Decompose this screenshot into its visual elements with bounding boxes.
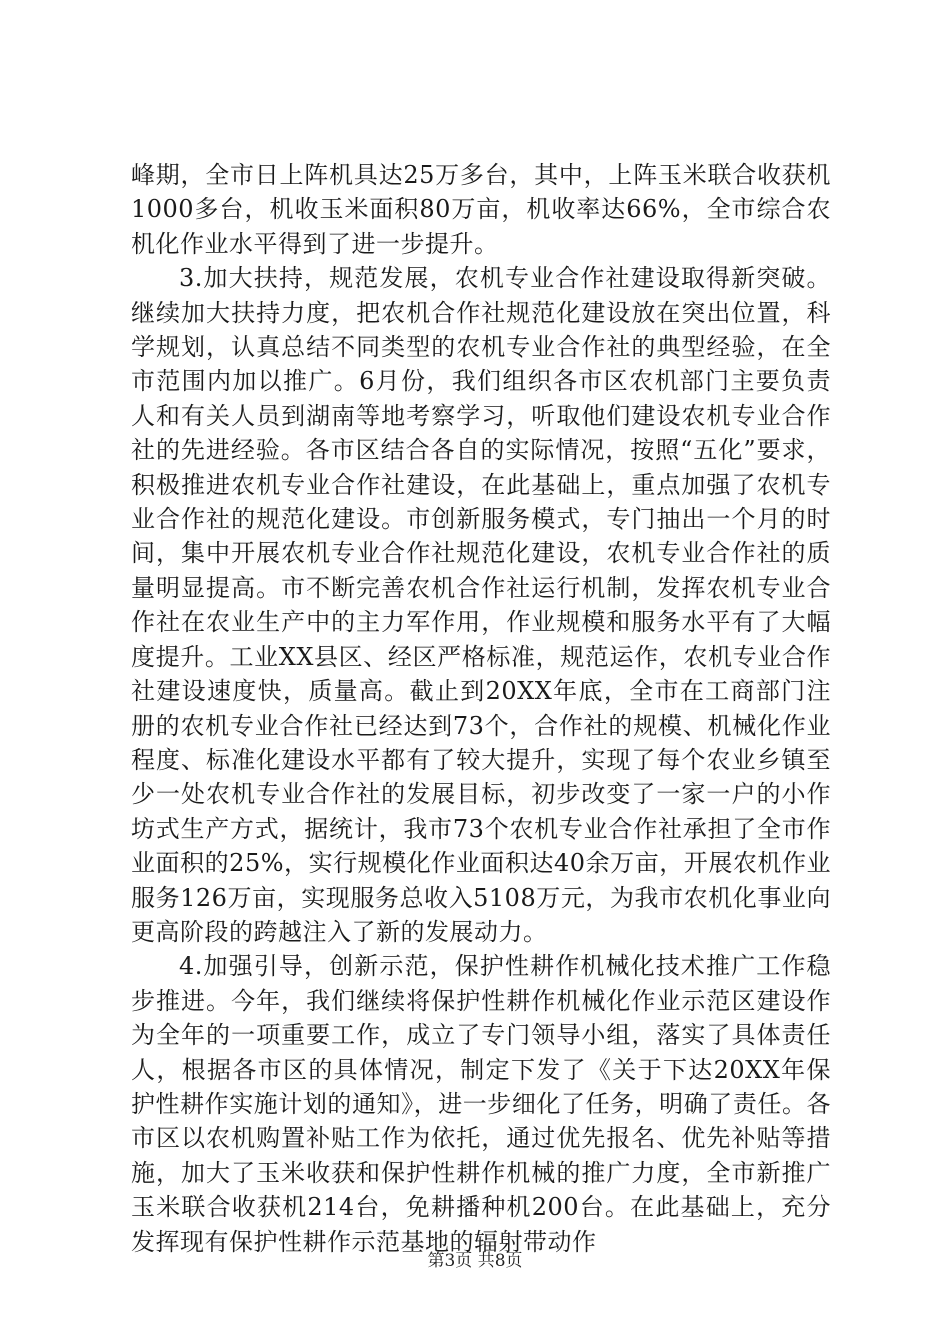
page-number-footer: 第3页 共8页 xyxy=(427,1251,523,1271)
body-text xyxy=(131,158,831,1259)
paragraph-2: 3.加大扶持，规范发展，农机专业合作社建设取得新突破。继续加大扶持力度，把农机合作社规范化建设放在突出位置，科学规划，认真总结不同类型的农机专业合作社的典型经验，在全市范围内加以推广。6月份，我们组织各市区农机部门主要负责人和有关人员到湖南等地考察学习，听取他们建设农机专业合作社的先进经验。各市区结合各自的实际情况，按照“五化”要求，积极推进农机专业合作社建设，在此基础上，重点加强了农机专业合作社的规范化建设。市创新服务模式，专门抽出一个月的时间，集中开展农机专业合作社规范化建设，农机专业合作社的质量明显提高。市不断完善农机合作社运行机制，发挥农机专业合作社在农业生产中的主力军作用，作业规模和服务水平有了大幅度提升。工业XX县区、经区严格标准，规范运作，农机专业合作社建设速度快，质量高。截止到20XX年底，全市在工商部门注册的农机专业合作社已经达到73个，合作社的规模、机械化作业程度、标准化建设水平都有了较大提升，实现了每个农业乡镇至少一处农机专业合作社的发展目标，初步改变了一家一户的小作坊式生产方式，据统计，我市73个农机专业合作社承担了全市作业面积的25%，实行规模化作业面积达40余万亩，开展农机作业服务126万亩，实现服务总收入5108万元，为我市农机化事业向更高阶段的跨越注入了新的发展动力。 xyxy=(131,264,831,946)
paragraph-1: 峰期，全市日上阵机具达25万多台，其中，上阵玉米联合收获机1000多台，机收玉米面积80万亩，机收率达66%，全市综合农机化作业水平得到了进一步提升。 xyxy=(131,161,831,258)
paragraph-3: 4.加强引导，创新示范，保护性耕作机械化技术推广工作稳步推进。今年，我们继续将保护性耕作机械化作业示范区建设作为全年的一项重要工作，成立了专门领导小组，落实了具体责任人，根据各市区的具体情况，制定下发了《关于下达20XX年保护性耕作实施计划的通知》，进一步细化了任务，明确了责任。各市区以农机购置补贴工作为依托，通过优先报名、优先补贴等措施，加大了玉米收获和保护性耕作机械的推广力度，全市新推广玉米联合收获机214台，免耕播种机200台。在此基础上，充分发挥现有保护性耕作示范基地的辐射带动作 xyxy=(131,952,831,1256)
